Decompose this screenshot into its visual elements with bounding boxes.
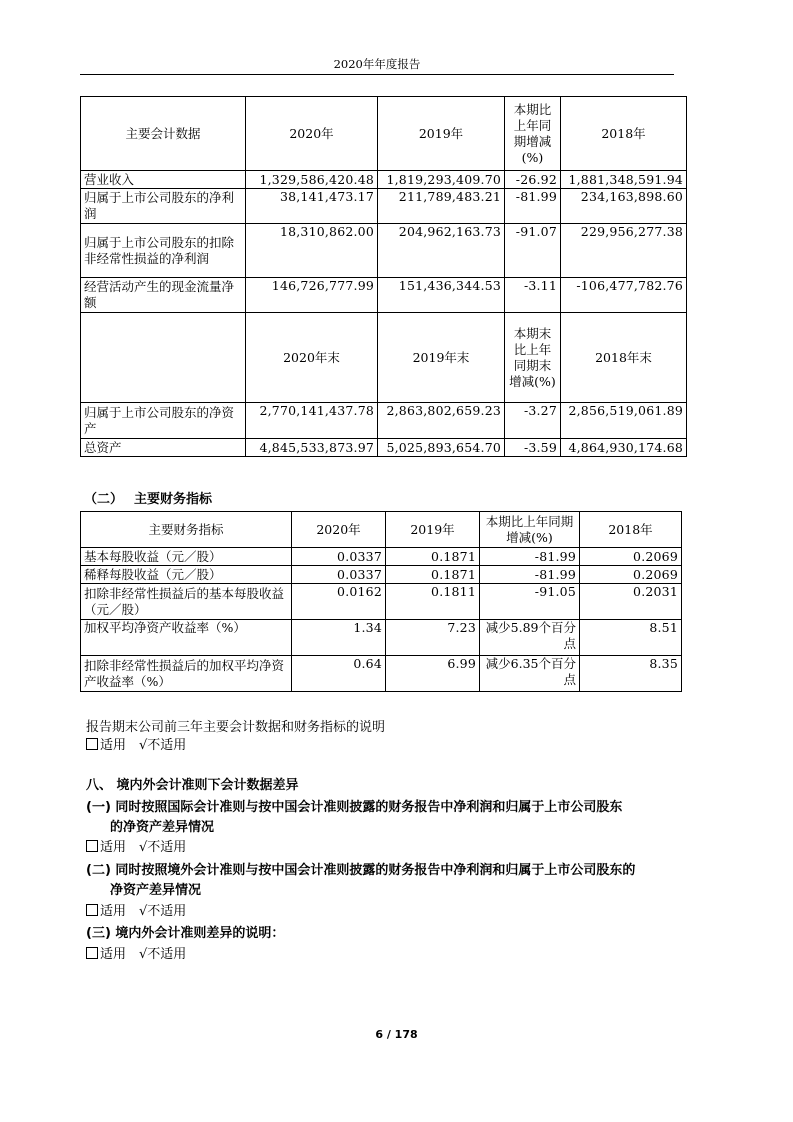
option-label: 适用 √不适用 [100,840,187,855]
table-cell: -91.07 [505,224,561,278]
checkbox-icon [86,738,98,750]
table-cell: 18,310,862.00 [246,224,378,278]
table-cell: 204,962,163.73 [378,224,505,278]
table-cell: 146,726,777.99 [246,278,378,313]
subsection-1-option [86,836,186,855]
table-cell: -3.11 [505,278,561,313]
table-cell: 总资产 [81,439,246,457]
option-label: 适用 √不适用 [100,738,187,753]
table-cell: 234,163,898.60 [561,189,687,224]
table-header-cell: 2020年 [292,512,386,548]
table-cell: 0.0162 [292,584,386,620]
table-cell: 扣除非经常性损益后的加权平均净资产收益率（%） [81,656,292,692]
table-header-cell: 本期比上年同期增减(%) [480,512,580,548]
table-cell: 4,864,930,174.68 [561,439,687,457]
table-cell: 2,770,141,437.78 [246,403,378,439]
table-header-cell: 本期比上年同期增减(%) [505,97,561,171]
table-cell: 减少5.89个百分点 [480,620,580,656]
subsection-title-3: (三) 境内外会计准则差异的说明： [86,926,285,941]
table-cell: -3.27 [505,403,561,439]
subsection-title-2-cont: 净资产差异情况 [110,883,202,898]
header-rule [80,74,674,75]
table-cell: -81.99 [480,548,580,566]
table-cell: -106,477,782.76 [561,278,687,313]
table-row [81,584,682,620]
table-header-cell [81,313,246,403]
table-cell: 0.1871 [386,548,480,566]
table-cell: 2,863,802,659.23 [378,403,505,439]
key-accounting-data-table [80,96,687,457]
table-cell: -81.99 [505,189,561,224]
subsection-title-2: (二) 同时按照境外会计准则与按中国会计准则披露的财务报告中净利润和归属于上市公司股东的 [86,863,636,878]
table-cell: 1,881,348,591.94 [561,171,687,189]
subsection-title-1-cont: 的净资产差异情况 [110,820,215,835]
table-header-cell: 2020年 [246,97,378,171]
table-cell: 38,141,473.17 [246,189,378,224]
table-header-cell: 主要会计数据 [81,97,246,171]
table-row [81,548,682,566]
page-header: 2020年年度报告 [333,57,421,71]
page-number: 6 / 178 [375,1028,418,1041]
table-cell: 1.34 [292,620,386,656]
table-cell: 7.23 [386,620,480,656]
table-cell: 0.1871 [386,566,480,584]
table-row [81,403,687,439]
subsection-title-1: (一) 同时按照国际会计准则与按中国会计准则披露的财务报告中净利润和归属于上市公司股东 [86,800,623,815]
table-header-cell: 2018年 [580,512,682,548]
table-cell: -3.59 [505,439,561,457]
checkbox-icon [86,947,98,959]
table-cell: 基本每股收益（元／股） [81,548,292,566]
table-cell: 151,436,344.53 [378,278,505,313]
table-row [81,620,682,656]
table-row [81,224,687,278]
table-cell: 6.99 [386,656,480,692]
table-cell: 8.35 [580,656,682,692]
table-cell: 1,329,586,420.48 [246,171,378,189]
financial-indicators-table [80,511,682,692]
table-header-cell: 2019年末 [378,313,505,403]
table-cell: 2,856,519,061.89 [561,403,687,439]
table-header-cell: 2019年 [378,97,505,171]
subsection-2-option [86,900,186,919]
table-cell: 营业收入 [81,171,246,189]
table-row [81,566,682,584]
table-cell: 211,789,483.21 [378,189,505,224]
section-title-financial-indicators: （二） 主要财务指标 [84,492,213,507]
table-cell: 5,025,893,654.70 [378,439,505,457]
table-cell: 归属于上市公司股东的净利润 [81,189,246,224]
table-row [81,439,687,457]
table-row [81,189,687,224]
table-cell: 0.0337 [292,548,386,566]
section-title-accounting-differences: 八、 境内外会计准则下会计数据差异 [86,778,299,793]
table-header-cell: 2018年末 [561,313,687,403]
table-cell: 加权平均净资产收益率（%） [81,620,292,656]
note-text: 报告期末公司前三年主要会计数据和财务指标的说明 [86,720,386,735]
table-header-row [81,512,682,548]
table-cell: 0.0337 [292,566,386,584]
table-cell: 稀释每股收益（元／股） [81,566,292,584]
option-label: 适用 √不适用 [100,947,187,962]
table-cell: 0.2069 [580,566,682,584]
table-subheader-row [81,313,687,403]
table-cell: 229,956,277.38 [561,224,687,278]
table-cell: 4,845,533,873.97 [246,439,378,457]
table-cell: 0.64 [292,656,386,692]
table-cell: 归属于上市公司股东的扣除非经常性损益的净利润 [81,224,246,278]
table-cell: -91.05 [480,584,580,620]
option-label: 适用 √不适用 [100,904,187,919]
table-cell: -81.99 [480,566,580,584]
table-header-cell: 主要财务指标 [81,512,292,548]
table-row [81,278,687,313]
table-cell: 经营活动产生的现金流量净额 [81,278,246,313]
table-row [81,171,687,189]
table-cell: 扣除非经常性损益后的基本每股收益（元／股） [81,584,292,620]
table-cell: 减少6.35个百分点 [480,656,580,692]
table-row [81,656,682,692]
table-cell: 0.1811 [386,584,480,620]
checkbox-icon [86,840,98,852]
table-header-row [81,97,687,171]
table-cell: 8.51 [580,620,682,656]
table-header-cell: 2020年末 [246,313,378,403]
table-header-cell: 2018年 [561,97,687,171]
note-option [86,734,186,753]
table-cell: 0.2069 [580,548,682,566]
subsection-3-option [86,943,186,962]
table-cell: 归属于上市公司股东的净资产 [81,403,246,439]
checkbox-icon [86,904,98,916]
table-cell: 1,819,293,409.70 [378,171,505,189]
table-header-cell: 本期末比上年同期末增减(%) [505,313,561,403]
table-cell: -26.92 [505,171,561,189]
table-cell: 0.2031 [580,584,682,620]
table-header-cell: 2019年 [386,512,480,548]
